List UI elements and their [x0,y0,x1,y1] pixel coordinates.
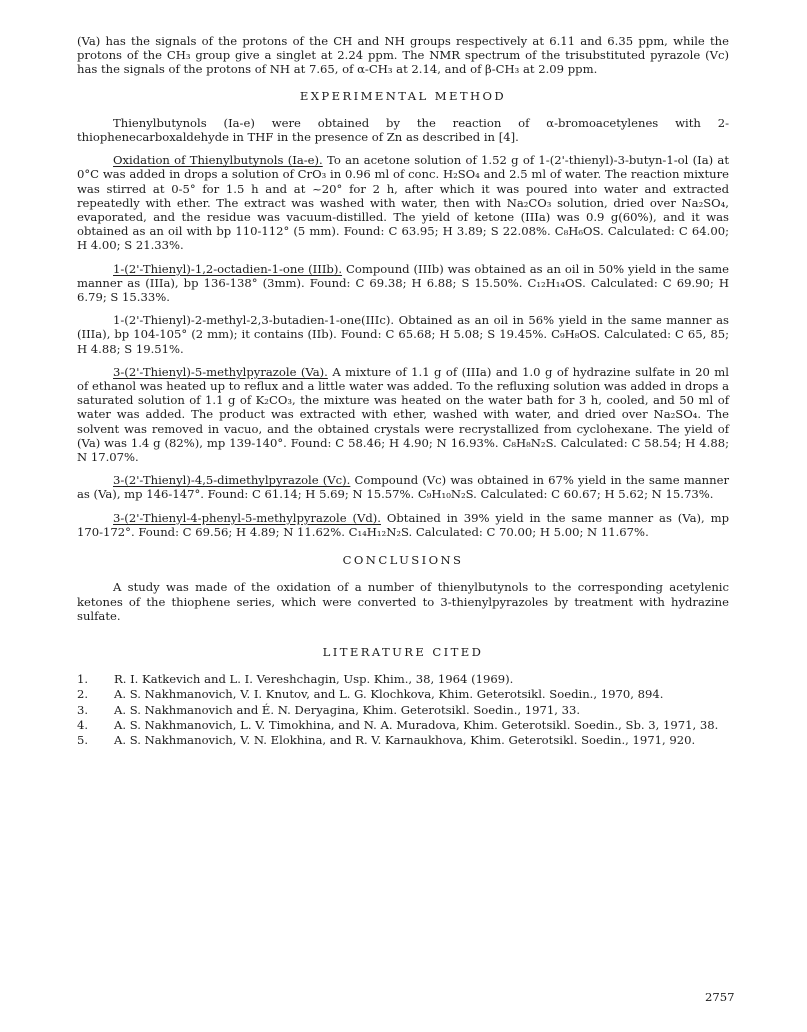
conclusions-paragraph: A study was made of the oxidation of a number of thienylbutynols to the corresponding acetylenic ketones of the thiophene series, which were converted to 3-thienylpyrazoles by treatment with hydrazine sulfate. [77,580,729,623]
section-IIIb [77,262,729,305]
experimental-heading: EXPERIMENTAL METHOD [299,88,507,103]
section-oxidation [77,153,729,252]
reference-item [77,733,729,747]
reference-number: 4. [77,717,89,732]
section-IIIc [77,313,729,356]
section-title: 1-(2'-Thienyl)-2-methyl-2,3-butadien-1-one(IIIc). [113,313,395,328]
section-body: Obtained in 39% yield in the same manner as (Va), mp 170-172°. Found: C 69.56; H 4.89; N 11.62%. C₁₄H₁₂N₂S. Calculated: C 70.00; H 5.00; N 11.67%. [77,510,730,539]
reference-text: A. S. Nakhmanovich, V. I. Knutov, and L. G. Klochkova, Khim. Geterotsikl. Soedin., 1970, 894. [114,687,664,702]
section-title: Oxidation of Thienylbutynols (Ia-e). [113,153,323,168]
reference-text: A. S. Nakhmanovich, L. V. Timokhina, and N. A. Muradova, Khim. Geterotsikl. Soedin., Sb. 3, 1971, 38. [114,717,719,732]
reference-text: A. S. Nakhmanovich and É. N. Deryagina, Khim. Geterotsikl. Soedin., 1971, 33. [114,702,581,717]
paper-page [77,34,729,748]
section-title: 3-(2'-Thienyl)-5-methylpyrazole (Va). [113,364,328,379]
section-Vd [77,511,729,539]
reference-item [77,703,729,717]
section-Vc [77,473,729,501]
section-title: 1-(2'-Thienyl)-1,2-octadien-1-one (IIIb). [113,261,343,276]
conclusions-heading: CONCLUSIONS [342,553,464,568]
section-body: Compound (IIIb) was obtained as an oil in 50% yield in the same manner as (IIIa), bp 136-138° (3mm). Found: C 69.38; H 6.88; S 15.50%. C₁₂H₁₄OS. Calculated: C 69.90; H 6.79; S 15.33%. [77,261,729,305]
literature-heading: LITERATURE CITED [322,644,484,659]
reference-list [77,672,729,747]
reference-number: 2. [77,687,89,702]
page-number: 2757 [705,990,735,1004]
section-body: Obtained as an oil in 56% yield in the same manner as (IIIa), bp 104-105° (2 mm); it contains (IIb). Found: C 65.68; H 5.08; S 19.45%. C₉H₈OS. Calculated: C 65, 85; H 4.88; S 19.51%. [77,313,730,356]
reference-number: 3. [77,702,89,717]
section-Va [77,365,729,464]
intro-paragraph: (Va) has the signals of the protons of the CH and NH groups respectively at 6.11 and 6.35 ppm, while the protons of the CH₃ group give a singlet at 2.24 ppm. The NMR spectrum of the trisubstituted pyrazole (Vc) has the signals of the protons of NH at 7.65, of α-CH₃ at 2.14, and of β-CH₃ at 2.09 ppm. [77,34,729,77]
reference-item [77,718,729,732]
section-body: A mixture of 1.1 g of (IIIa) and 1.0 g of hydrazine sulfate in 20 ml of ethanol was heated up to reflux and a little water was added. To the refluxing solution was added in drops a saturated solution of 1.1 g of K₂CO₃, the mixture was heated on the water bath for 3 h, cooled, and 50 ml of water was added. The product was extracted with ether, washed with water, and dried over Na₂SO₄. The solvent was removed in vacuo, and the obtained crystals were recrystallized from cyclohexane. The yield of (Va) was 1.4 g (82%), mp 139-140°. Found: C 58.46; H 4.90; N 16.93%. C₈H₈N₂S. Calculated: C 58.54; H 4.88; N 17.07%. [77,364,729,465]
reference-text: A. S. Nakhmanovich, V. N. Elokhina, and R. V. Karnaukhova, Khim. Geterotsikl. Soedin., 1971, 920. [114,732,696,747]
section-title: 3-(2'-Thienyl-4-phenyl-5-methylpyrazole (Vd). [113,510,381,525]
section-body: Compound (Vc) was obtained in 67% yield in the same manner as (Va), mp 146-147°. Found: C 61.14; H 5.69; N 15.57%. C₉H₁₀N₂S. Calculated: C 60.67; H 5.62; N 15.73%. [77,473,729,502]
experimental-intro: Thienylbutynols (Ia-e) were obtained by the reaction of α-bromoacetylenes with 2-thiophenecarboxaldehyde in THF in the presence of Zn as described in [4]. [77,115,729,145]
reference-item [77,687,729,701]
section-title: 3-(2'-Thienyl)-4,5-dimethylpyrazole (Vc). [113,473,351,488]
reference-number: 5. [77,732,89,747]
reference-item [77,672,729,686]
section-body: To an acetone solution of 1.52 g of 1-(2'-thienyl)-3-butyn-1-ol (Ia) at 0°C was added in drops a solution of CrO₃ in 0.96 ml of conc. H₂SO₄ and 2.5 ml of water. The reaction mixture was stirred at 0-5° for 1.5 h and at ~20° for 2 h, after which it was poured into water and extracted repeatedly with ether. The extract was washed with water, then with Na₂CO₃ solution, dried over Na₂SO₄, evaporated, and the residue was vacuum-distilled. The yield of ketone (IIIa) was 0.9 g(60%), and it was obtained as an oil with bp 110-112° (5 mm). Found: C 63.95; H 3.89; S 22.08%. C₈H₆OS. Calculated: C 64.00; H 4.00; S 21.33%. [77,153,729,253]
reference-number: 1. [77,672,89,687]
reference-text: R. I. Katkevich and L. I. Vereshchagin, Usp. Khim., 38, 1964 (1969). [114,672,514,687]
